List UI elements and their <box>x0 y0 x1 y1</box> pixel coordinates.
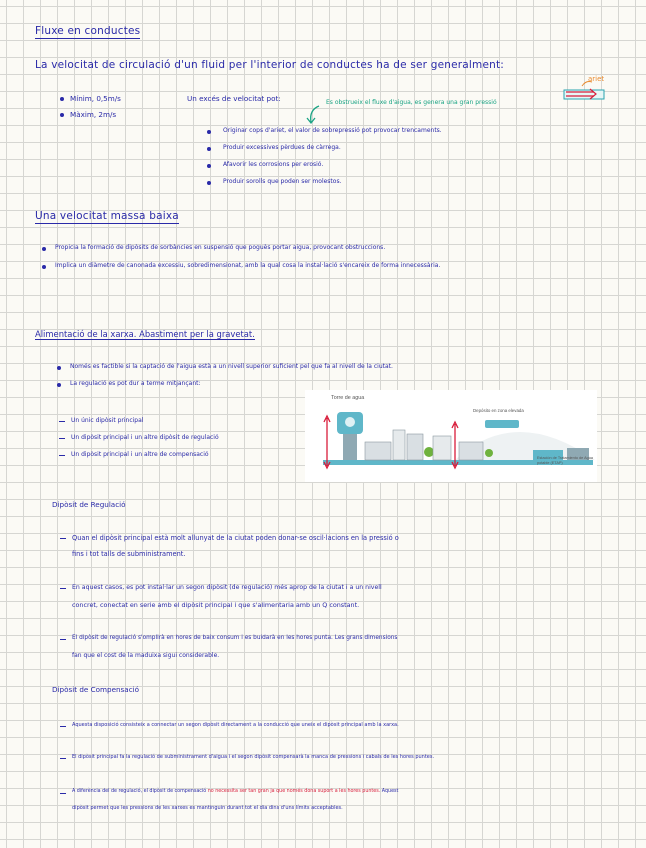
reg-item-line: El dipòsit de regulació s'omplirà en hores de baix consum i es buidarà en les hores punta. Les grans dimensions <box>72 635 398 641</box>
bullet <box>207 130 211 134</box>
bullet <box>60 113 64 117</box>
supply-option: Un dipòsit principal i un altre dipòsit de regulació <box>71 434 219 441</box>
bullet <box>42 265 46 269</box>
page-title: Fluxe en conductes <box>35 25 141 37</box>
limit-max: Màxim, 2m/s <box>70 110 117 119</box>
bullet <box>57 383 61 387</box>
comp-last-line <box>72 790 398 795</box>
illustration-drawing <box>305 390 597 482</box>
label-deposit: Depósito en zona elevada <box>473 408 524 413</box>
dash <box>59 455 65 456</box>
comp-item: El dipòsit principal fa la regulació de subministrament d'aigua i el segon dipòsit compensarà la manca de pressions i cabals de les hores puntes. <box>72 754 435 760</box>
dash <box>60 726 66 727</box>
low-heading: Una velocitat massa baixa <box>35 210 179 222</box>
bullet <box>60 97 64 101</box>
water-supply-illustration <box>305 390 597 482</box>
label-plant: Estación de Tratamiento de Agua potable (ETAP) <box>537 456 593 465</box>
comp-heading: Dipòsit de Compensació <box>52 685 140 694</box>
limit-min: Mínim, 0,5m/s <box>70 94 121 103</box>
dash <box>60 538 66 539</box>
comp-last-line2: dipòsit permet que les pressions de les xarxes es mantinguin durant tot el dia dins d'uns límits acceptables. <box>72 805 343 811</box>
reg-item-line: En aquest casos, es pot instal·lar un segon dipòsit (de regulació) més aprop de la ciutat i a un nivell <box>72 584 382 591</box>
supply-item: Només es factible si la captació de l'aigua està a un nivell superior suficient pel que fa al nivell de la ciutat. <box>70 363 393 370</box>
supply-heading: Alimentació de la xarxa. Abastiment per la gravetat. <box>35 329 255 339</box>
dash <box>60 758 66 759</box>
label-tower: Torre de agua <box>331 395 365 401</box>
excess-heading: Un excés de velocitat pot: <box>187 94 281 103</box>
comp-last-highlight: no necessita ser tan gran <box>207 789 269 794</box>
reg-item-line: concret, conectat en serie amb el dipòsit principal i que s'alimentaria amb un Q constant. <box>72 601 360 609</box>
curved-arrow-icon <box>305 104 325 126</box>
supply-option: Un dipòsit principal i un altre de compensació <box>71 451 209 458</box>
bullet <box>207 147 211 151</box>
bullet <box>42 247 46 251</box>
dash <box>60 639 66 640</box>
dash <box>59 438 65 439</box>
low-item: Implica un diàmetre de canonada excessiu, sobredimensionat, amb la qual cosa la instal·lació s'encareix de forma innecessària. <box>55 262 441 269</box>
bullet <box>207 181 211 185</box>
comp-last-highlight: ja que només dona suport a les hores puntes. <box>270 789 381 794</box>
supply-item: La regulació es pot dur a terme mitjançant: <box>70 380 201 387</box>
supply-option: Un únic dipòsit principal <box>71 417 144 424</box>
bullet <box>207 164 211 168</box>
reg-item-line: Quan el dipòsit principal està molt allunyat de la ciutat poden donar-se oscil·lacions en la pressió o <box>72 534 399 542</box>
low-item: Propicia la formació de dipòsits de sorbàncies en suspensió que poguès portar aigua, provocant obstruccions. <box>55 244 386 251</box>
excess-item: Produir excessives pèrdues de càrrega. <box>223 144 341 151</box>
excess-item: Afavorir les corrosions per erosió. <box>223 161 324 168</box>
excess-item: Produir sorolls que poden ser molestos. <box>223 178 342 185</box>
reg-item-line: fins i tot talls de subministrament. <box>72 550 186 558</box>
bullet <box>57 366 61 370</box>
annotation-text: Es obstrueix el fluxe d'aigua, es genera una gran pressió <box>326 99 497 106</box>
dash <box>60 588 66 589</box>
dash <box>59 421 65 422</box>
ariet-label: ariet <box>588 75 605 83</box>
dash <box>60 793 66 794</box>
excess-item: Originar cops d'ariet, el valor de sobrepressió pot provocar trencaments. <box>223 127 442 134</box>
reg-item-line: fan que el cost de la maduixa sigui considerable. <box>72 652 220 659</box>
reg-heading: Dipòsit de Regulació <box>52 500 126 509</box>
intro-text: La velocitat de circulació d'un fluid per l'interior de conductes ha de ser generalment: <box>35 59 505 71</box>
comp-item: Aquesta disposició consisteix a connectar un segon dipòsit directament a la conducció que uneix el dipòsit principal amb la xarxa. <box>72 722 399 728</box>
comp-last-part1: A diferència del de regulació, el dipòsit de compensació <box>72 789 207 794</box>
comp-last-part4: Aquest <box>381 789 399 794</box>
